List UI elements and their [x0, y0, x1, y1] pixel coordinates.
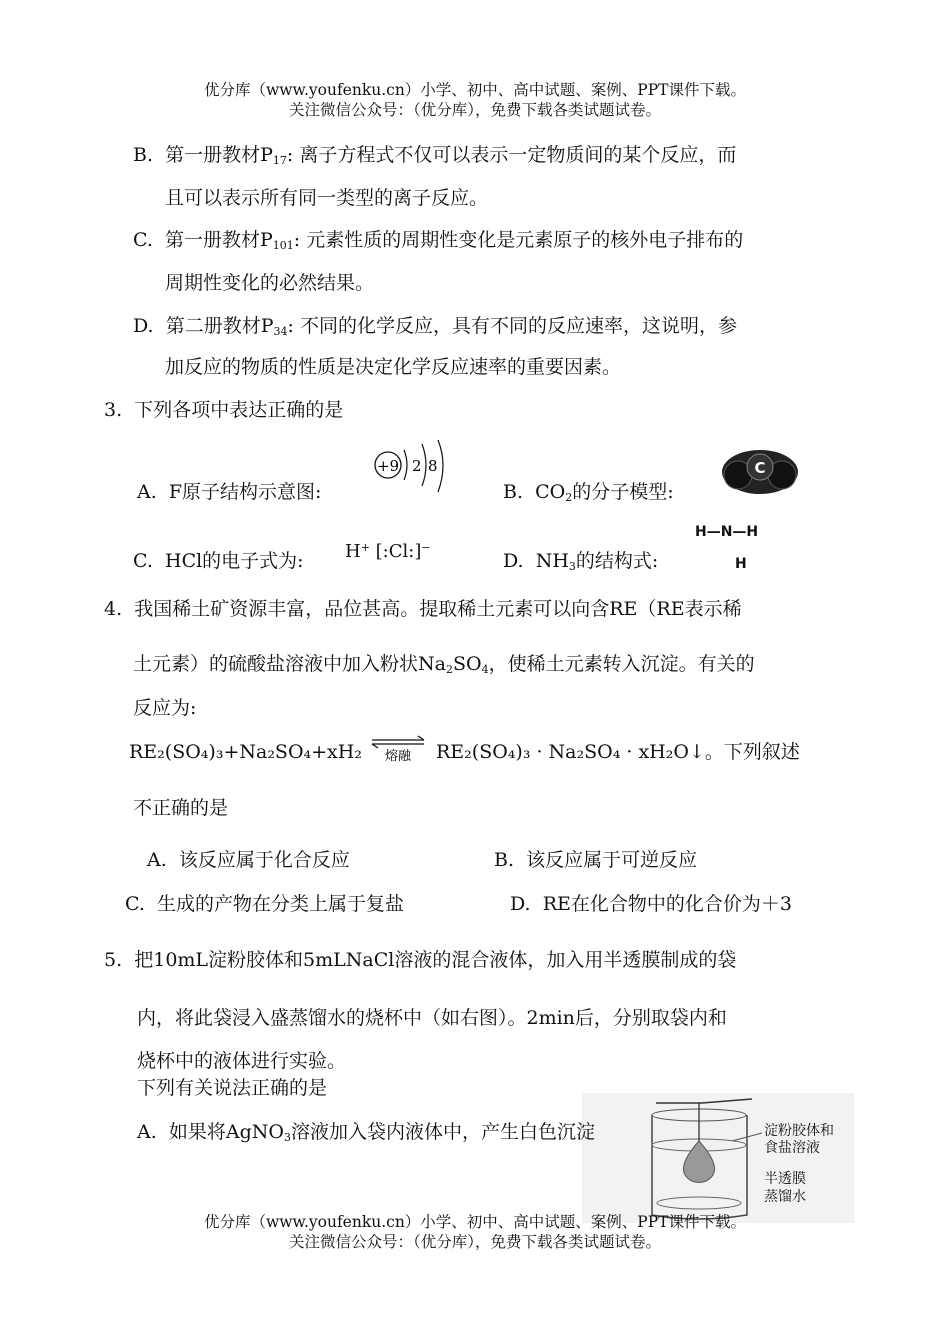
figure-label-colloid: 淀粉胶体和: [764, 1123, 834, 1139]
q4-option-b: B. 该反应属于可逆反应: [494, 849, 698, 871]
q5-stem-line-2: 内，将此袋浸入盛蒸馏水的烧杯中（如右图）。2min后，分别取袋内和: [137, 1007, 727, 1029]
q3-option-d: D. $NH_3$的结构式:: [503, 550, 659, 573]
q4-option-c: C. 生成的产物在分类上属于复盐: [125, 893, 405, 915]
q5-option-a: A. 如果将AgNO$_3$溶液加入袋内液体中，产生白色沉淀: [137, 1121, 595, 1144]
q5-stem-line-3: 烧杯中的液体进行实验。: [137, 1050, 347, 1072]
option-label: C.: [133, 229, 153, 251]
reversible-arrow: [368, 733, 428, 763]
q4-option-a: A. 该反应属于化合反应: [147, 849, 350, 871]
q4-equation-left: RE₂(SO₄)₃+Na₂SO₄+xH₂: [129, 741, 362, 763]
header-line-1: 优分库（www.youfenku.cn）小学、初中、高中试题、案例、PPT课件下载。: [203, 81, 747, 99]
figure-label-salt: 食盐溶液: [764, 1140, 820, 1156]
option-label: B.: [133, 144, 154, 166]
q3-option-b: B. $CO_2$的分子模型:: [503, 481, 674, 504]
q2-option-c: C. 第一册教材$P_{101}$: 元素性质的周期性变化是元素原子的核外电子排布的: [133, 229, 744, 252]
q4-equation-right: RE₂(SO₄)₃ · Na₂SO₄ · xH₂O↓。下列叙述: [436, 741, 800, 763]
svg-text:2: 2: [412, 457, 422, 475]
q4-stem-line-1: 4. 我国稀土矿资源丰富，品位甚高。提取稀土元素可以向含RE（RE表示稀: [104, 598, 742, 620]
q2-option-b-cont: 且可以表示所有同一类型的离子反应。: [165, 187, 489, 209]
q3-option-a: A. F原子结构示意图:: [137, 481, 322, 503]
dialysis-figure: [582, 1093, 854, 1223]
q4-stem-line-3: 反应为:: [133, 697, 197, 719]
footer-line-1: 优分库（www.youfenku.cn）小学、初中、高中试题、案例、PPT课件下载。: [203, 1213, 747, 1231]
q5-stem-line-1: 5. 把10mL淀粉胶体和5mLNaCl溶液的混合液体，加入用半透膜制成的袋: [104, 949, 737, 971]
q3-stem: 3. 下列各项中表达正确的是: [104, 399, 344, 421]
q3-option-c: C. HCl的电子式为:: [133, 550, 304, 572]
q2-option-b: B. 第一册教材$P_{17}$: 离子方程式不仅可以表示一定物质间的某个反应，而: [133, 144, 737, 167]
q5-stem-line-4: 下列有关说法正确的是: [137, 1077, 328, 1099]
q2-option-d: D. 第二册教材$P_{34}$: 不同的化学反应，具有不同的反应速率，这说明，参: [133, 315, 737, 338]
q2-option-d-cont: 加反应的物质的性质是决定化学反应速率的重要因素。: [165, 356, 622, 378]
co2-molecule-model: [720, 445, 800, 497]
hcl-electron-formula: H+ [:Cl:]−: [345, 541, 431, 562]
q2-option-c-cont: 周期性变化的必然结果。: [165, 272, 375, 294]
option-label: D.: [133, 315, 154, 337]
beaker-drawing: [582, 1093, 854, 1223]
svg-text:8: 8: [428, 457, 438, 475]
svg-text:熔融: 熔融: [384, 749, 412, 763]
q4-stem-line-2: 土元素）的硫酸盐溶液中加入粉状$Na_2SO_4$，使稀土元素转入沉淀。有关的: [133, 653, 755, 676]
figure-label-membrane: 半透膜: [764, 1171, 806, 1187]
header-line-2: 关注微信公众号：（优分库），免费下载各类试题试卷。: [288, 101, 661, 119]
footer-line-2: 关注微信公众号：（优分库），免费下载各类试题试卷。: [288, 1233, 661, 1251]
svg-text:+9: +9: [376, 457, 400, 475]
figure-label-water: 蒸馏水: [764, 1189, 806, 1205]
q4-option-d: D. RE在化合物中的化合价为＋3: [510, 893, 792, 915]
q4-stem-line-5: 不正确的是: [133, 797, 229, 819]
svg-text:C: C: [754, 459, 766, 477]
nh3-structure-row: H—N—H: [695, 524, 759, 540]
nh3-structure-bottom-h: H: [735, 556, 747, 572]
fluorine-atom-diagram: [366, 438, 456, 498]
